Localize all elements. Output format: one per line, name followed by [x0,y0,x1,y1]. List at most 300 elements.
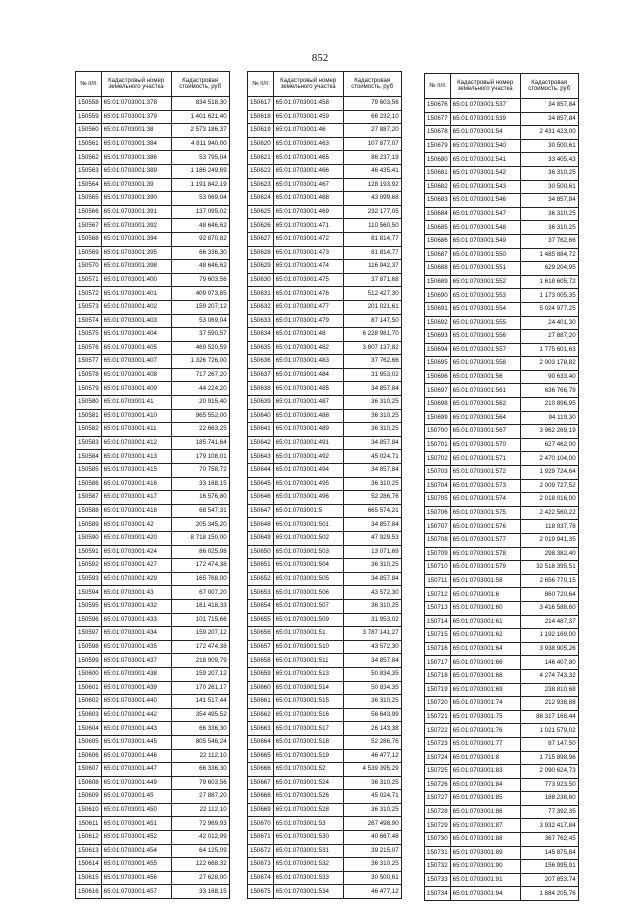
header-num: № п/п [425,74,451,99]
table-row [76,572,230,586]
cadastral-value: 46 477,12 [343,885,401,899]
cadastral-value: 36 310,25 [343,858,401,872]
cadastral-value: 34 857,84 [520,112,578,126]
cadastral-value: 26 143,38 [343,722,401,736]
table-row [76,396,230,410]
cadastral-value: 4 811 940,00 [171,137,229,151]
cadastral-value: 665 574,21 [343,504,401,518]
table-row [76,192,230,206]
cadastral-value: 66 336,30 [171,246,229,260]
cadastral-value: 24 401,30 [520,316,578,330]
row-number: 150694 [425,343,451,357]
cadastral-number: 65:01:0703001:85 [450,792,520,806]
row-number: 150572 [76,287,102,301]
table-row [76,205,230,219]
table-row [425,139,579,153]
row-number: 150724 [425,751,451,765]
cadastral-number: 65:01:0703001:556 [450,330,520,344]
cadastral-number: 65:01:0703001:579 [450,561,520,575]
row-number: 150644 [248,464,274,478]
table-row [248,776,402,790]
table-row [425,289,579,303]
table-row [425,561,579,575]
cadastral-value: 165 768,00 [171,572,229,586]
row-number: 150661 [248,695,274,709]
table-row [248,464,402,478]
table-row [248,831,402,845]
cadastral-value: 145 875,84 [520,846,578,860]
cadastral-number: 65:01:0703001:418 [101,504,171,518]
header-cadastral: Кадастровый номер земельного участка [273,72,343,97]
row-number: 150695 [425,357,451,371]
table-row [425,737,579,751]
row-number: 150659 [248,667,274,681]
table-row [425,370,579,384]
cadastral-number: 65:01:0703001:6 [450,588,520,602]
row-number: 150689 [425,275,451,289]
row-number: 150732 [425,860,451,874]
cadastral-number: 65:01:0703001:516 [273,708,343,722]
row-number: 150593 [76,572,102,586]
table-row [76,273,230,287]
cadastral-value: 67 007,20 [171,586,229,600]
table-row [425,425,579,439]
cadastral-number: 65:01:0703001:38 [101,124,171,138]
cadastral-value: 1 186 249,69 [171,164,229,178]
cadastral-number: 65:01:0703001:528 [273,803,343,817]
cadastral-value: 36 310,25 [343,559,401,573]
table-row [76,613,230,627]
cadastral-value: 81 814,77 [343,246,401,260]
row-number: 150585 [76,464,102,478]
table-row [76,178,230,192]
table-row [248,491,402,505]
table-row [425,506,579,520]
cadastral-value: 107 877,07 [343,137,401,151]
row-number: 150633 [248,314,274,328]
row-number: 150565 [76,192,102,206]
header-cadastral: Кадастровый номер земельного участка [101,72,171,97]
cadastral-value: 36 310,25 [343,776,401,790]
table-row [76,491,230,505]
row-number: 150604 [76,722,102,736]
cadastral-value: 1 618 605,72 [520,275,578,289]
row-number: 150574 [76,314,102,328]
row-number: 150696 [425,370,451,384]
table-row [425,275,579,289]
cadastral-number: 65:01:0703001:551 [450,262,520,276]
cadastral-number: 65:01:0703001:489 [273,423,343,437]
row-number: 150699 [425,411,451,425]
table-row [76,355,230,369]
table-row [76,423,230,437]
row-number: 150619 [248,124,274,138]
cadastral-value: 34 857,84 [343,464,401,478]
cadastral-value: 42 012,99 [171,831,229,845]
cadastral-value: 172 474,38 [171,559,229,573]
table-row [248,532,402,546]
row-number: 150630 [248,273,274,287]
cadastral-number: 65:01:0703001:413 [101,450,171,464]
table-row [425,629,579,643]
cadastral-value: 53 069,04 [171,192,229,206]
table-row [248,735,402,749]
cadastral-number: 65:01:0703001:420 [101,532,171,546]
cadastral-value: 185 741,64 [171,436,229,450]
cadastral-number: 65:01:0703001:504 [273,559,343,573]
cadastral-value: 48 646,62 [171,260,229,274]
cadastral-value: 1 191 842,19 [171,178,229,192]
cadastral-value: 2 003 178,82 [520,357,578,371]
row-number: 150655 [248,613,274,627]
row-number: 150703 [425,466,451,480]
table-row [425,805,579,819]
cadastral-number: 65:01:0703001:475 [273,273,343,287]
row-number: 150594 [76,586,102,600]
cadastral-value: 43 099,68 [343,192,401,206]
cadastral-value: 46 477,12 [343,749,401,763]
cadastral-number: 65:01:0703001:66 [450,656,520,670]
row-number: 150660 [248,681,274,695]
row-number: 150701 [425,438,451,452]
row-number: 150575 [76,328,102,342]
table-row [425,466,579,480]
cadastral-value: 33 405,43 [520,153,578,167]
cadastral-value: 50 834,35 [343,681,401,695]
cadastral-value: 172 474,38 [171,640,229,654]
cadastral-value: 860 720,64 [520,588,578,602]
row-number: 150628 [248,246,274,260]
table-row [425,343,579,357]
table-row [425,778,579,792]
cadastral-number: 65:01:0703001:395 [101,246,171,260]
table-row [425,153,579,167]
row-number: 150709 [425,547,451,561]
row-number: 150666 [248,763,274,777]
cadastral-value: 30 500,61 [520,180,578,194]
cadastral-number: 65:01:0703001:74 [450,697,520,711]
cadastral-value: 22 112,10 [171,803,229,817]
cadastral-value: 90 633,40 [520,370,578,384]
row-number: 150573 [76,300,102,314]
cadastral-number: 65:01:0703001:58 [450,574,520,588]
table-row [248,396,402,410]
header-value: Кадастровая стоимость, руб [343,72,401,97]
row-number: 150559 [76,110,102,124]
cadastral-value: 101 715,66 [171,613,229,627]
cadastral-number: 65:01:0703001:469 [273,205,343,219]
table-row [248,681,402,695]
row-number: 150662 [248,708,274,722]
cadastral-value: 27 887,20 [171,790,229,804]
cadastral-number: 65:01:0703001:52 [273,763,343,777]
register-table-left [75,71,230,899]
cadastral-value: 4 274 743,32 [520,669,578,683]
cadastral-number: 65:01:0703001:42 [101,518,171,532]
table-row [76,464,230,478]
cadastral-value: 834 518,30 [171,97,229,111]
page-number: 852 [311,52,329,64]
row-number: 150682 [425,180,451,194]
cadastral-number: 65:01:0703001:564 [450,411,520,425]
cadastral-value: 116 942,37 [343,260,401,274]
cadastral-value: 36 310,25 [343,396,401,410]
table-row [248,504,402,518]
table-row [425,452,579,466]
cadastral-value: 34 857,84 [343,654,401,668]
cadastral-number: 65:01:0703001:416 [101,477,171,491]
cadastral-value: 1 173 005,35 [520,289,578,303]
cadastral-number: 65:01:0703001:8 [450,751,520,765]
cadastral-value: 46 435,41 [343,164,401,178]
cadastral-number: 65:01:0703001:411 [101,423,171,437]
row-number: 150677 [425,112,451,126]
row-number: 150684 [425,207,451,221]
row-number: 150726 [425,778,451,792]
cadastral-number: 65:01:0703001:41 [101,396,171,410]
row-number: 150566 [76,205,102,219]
table-row [248,763,402,777]
cadastral-number: 65:01:0703001:468 [273,192,343,206]
table-row [76,504,230,518]
cadastral-value: 64 125,09 [171,844,229,858]
cadastral-value: 87 147,50 [520,737,578,751]
cadastral-value: 79 603,56 [171,273,229,287]
table-row [425,792,579,806]
cadastral-number: 65:01:0703001:91 [450,873,520,887]
cadastral-number: 65:01:0703001:550 [450,248,520,262]
cadastral-value: 188 238,60 [520,792,578,806]
cadastral-number: 65:01:0703001:474 [273,260,343,274]
row-number: 150605 [76,735,102,749]
header-value: Кадастровая стоимость, руб [171,72,229,97]
row-number: 150719 [425,683,451,697]
row-number: 150631 [248,287,274,301]
row-number: 150665 [248,749,274,763]
table-row [425,479,579,493]
row-number: 150637 [248,368,274,382]
table-row [248,151,402,165]
table-row [248,314,402,328]
cadastral-number: 65:01:0703001:77 [450,737,520,751]
table-row [425,534,579,548]
cadastral-number: 65:01:0703001:415 [101,464,171,478]
cadastral-number: 65:01:0703001:515 [273,695,343,709]
cadastral-value: 53 795,04 [171,151,229,165]
cadastral-value: 87 147,50 [343,314,401,328]
cadastral-value: 2 018 016,00 [520,493,578,507]
cadastral-value: 3 938 905,26 [520,642,578,656]
table-row [76,735,230,749]
cadastral-number: 65:01:0703001:402 [101,300,171,314]
cadastral-value: 2 573 186,37 [171,124,229,138]
cadastral-number: 65:01:0703001:578 [450,547,520,561]
cadastral-value: 70 758,72 [171,464,229,478]
table-row [248,205,402,219]
cadastral-number: 65:01:0703001:429 [101,572,171,586]
cadastral-value: 2 090 624,73 [520,765,578,779]
cadastral-number: 65:01:0703001:465 [273,151,343,165]
table-row [76,695,230,709]
cadastral-value: 37 590,57 [171,328,229,342]
table-row [425,873,579,887]
cadastral-value: 31 953,02 [343,613,401,627]
row-number: 150733 [425,873,451,887]
cadastral-value: 43 572,30 [343,640,401,654]
table-row [425,710,579,724]
table-row [248,164,402,178]
cadastral-value: 52 286,76 [343,491,401,505]
cadastral-value: 636 766,79 [520,384,578,398]
row-number: 150708 [425,534,451,548]
cadastral-value: 1 485 884,72 [520,248,578,262]
table-row [76,681,230,695]
cadastral-number: 65:01:0703001:495 [273,477,343,491]
cadastral-number: 65:01:0703001:394 [101,232,171,246]
table-row [248,858,402,872]
row-number: 150582 [76,423,102,437]
row-number: 150692 [425,316,451,330]
row-number: 150584 [76,450,102,464]
cadastral-number: 65:01:0703001:417 [101,491,171,505]
row-number: 150597 [76,627,102,641]
row-number: 150641 [248,423,274,437]
row-number: 150601 [76,681,102,695]
cadastral-value: 16 576,80 [171,491,229,505]
row-number: 150620 [248,137,274,151]
table-row [425,887,579,901]
cadastral-value: 40 667,48 [343,831,401,845]
cadastral-number: 65:01:0703001:534 [273,885,343,899]
table-row [425,194,579,208]
table-row [76,627,230,641]
cadastral-value: 53 069,04 [171,314,229,328]
cadastral-value: 128 193,92 [343,178,401,192]
table-row [425,833,579,847]
row-number: 150685 [425,221,451,235]
row-number: 150561 [76,137,102,151]
table-row [248,545,402,559]
table-row [76,436,230,450]
cadastral-number: 65:01:0703001:450 [101,803,171,817]
row-number: 150672 [248,844,274,858]
cadastral-number: 65:01:0703001:445 [101,735,171,749]
cadastral-value: 354 495,52 [171,708,229,722]
cadastral-value: 207 853,74 [520,873,578,887]
cadastral-number: 65:01:0703001:437 [101,654,171,668]
cadastral-number: 65:01:0703001:456 [101,871,171,885]
cadastral-value: 156 995,91 [520,860,578,874]
cadastral-value: 1 326 726,00 [171,355,229,369]
cadastral-number: 65:01:0703001:541 [450,153,520,167]
cadastral-number: 65:01:0703001:54 [450,126,520,140]
table-row [76,654,230,668]
table-row [76,518,230,532]
table-row [248,341,402,355]
row-number: 150720 [425,697,451,711]
cadastral-value: 238 810,68 [520,683,578,697]
table-row [248,382,402,396]
table-row [425,669,579,683]
cadastral-number: 65:01:0703001:48 [273,328,343,342]
row-number: 150697 [425,384,451,398]
table-row [248,97,402,111]
cadastral-number: 65:01:0703001:434 [101,627,171,641]
table-row [248,124,402,138]
row-number: 150705 [425,493,451,507]
table-row [425,819,579,833]
cadastral-value: 81 814,77 [343,232,401,246]
header-row [248,72,402,97]
table-row [76,722,230,736]
cadastral-number: 65:01:0703001:90 [450,860,520,874]
cadastral-value: 68 547,31 [171,504,229,518]
cadastral-value: 212 938,88 [520,697,578,711]
row-number: 150618 [248,110,274,124]
cadastral-number: 65:01:0703001:88 [450,833,520,847]
cadastral-number: 65:01:0703001:455 [101,858,171,872]
cadastral-value: 86 237,19 [343,151,401,165]
row-number: 150625 [248,205,274,219]
row-number: 150716 [425,642,451,656]
cadastral-value: 3 962 269,19 [520,425,578,439]
table-row [425,398,579,412]
row-number: 150731 [425,846,451,860]
row-number: 150615 [76,871,102,885]
cadastral-value: 2 656 770,15 [520,574,578,588]
cadastral-value: 159 207,12 [171,627,229,641]
table-row [425,180,579,194]
table-row [425,601,579,615]
row-number: 150602 [76,695,102,709]
row-number: 150651 [248,559,274,573]
cadastral-value: 8 718 150,00 [171,532,229,546]
cadastral-number: 65:01:0703001:518 [273,735,343,749]
cadastral-number: 65:01:0703001:479 [273,314,343,328]
cadastral-value: 1 715 898,96 [520,751,578,765]
cadastral-number: 65:01:0703001:546 [450,194,520,208]
table-row [425,493,579,507]
table-row [425,574,579,588]
cadastral-number: 65:01:0703001:379 [101,110,171,124]
row-number: 150704 [425,479,451,493]
table-row [248,260,402,274]
cadastral-number: 65:01:0703001:501 [273,518,343,532]
row-number: 150577 [76,355,102,369]
row-number: 150649 [248,532,274,546]
table-row [76,817,230,831]
cadastral-number: 65:01:0703001:384 [101,137,171,151]
row-number: 150583 [76,436,102,450]
cadastral-number: 65:01:0703001:390 [101,192,171,206]
cadastral-number: 65:01:0703001:540 [450,139,520,153]
cadastral-number: 65:01:0703001:502 [273,532,343,546]
row-number: 150653 [248,586,274,600]
table-row [76,749,230,763]
row-number: 150679 [425,139,451,153]
row-number: 150690 [425,289,451,303]
row-number: 150587 [76,491,102,505]
row-number: 150611 [76,817,102,831]
cadastral-number: 65:01:0703001:505 [273,572,343,586]
row-number: 150627 [248,232,274,246]
row-number: 150589 [76,518,102,532]
table-row [76,232,230,246]
cadastral-value: 409 073,85 [171,287,229,301]
cadastral-number: 65:01:0703001:472 [273,232,343,246]
cadastral-value: 37 762,66 [520,234,578,248]
cadastral-number: 65:01:0703001:392 [101,219,171,233]
